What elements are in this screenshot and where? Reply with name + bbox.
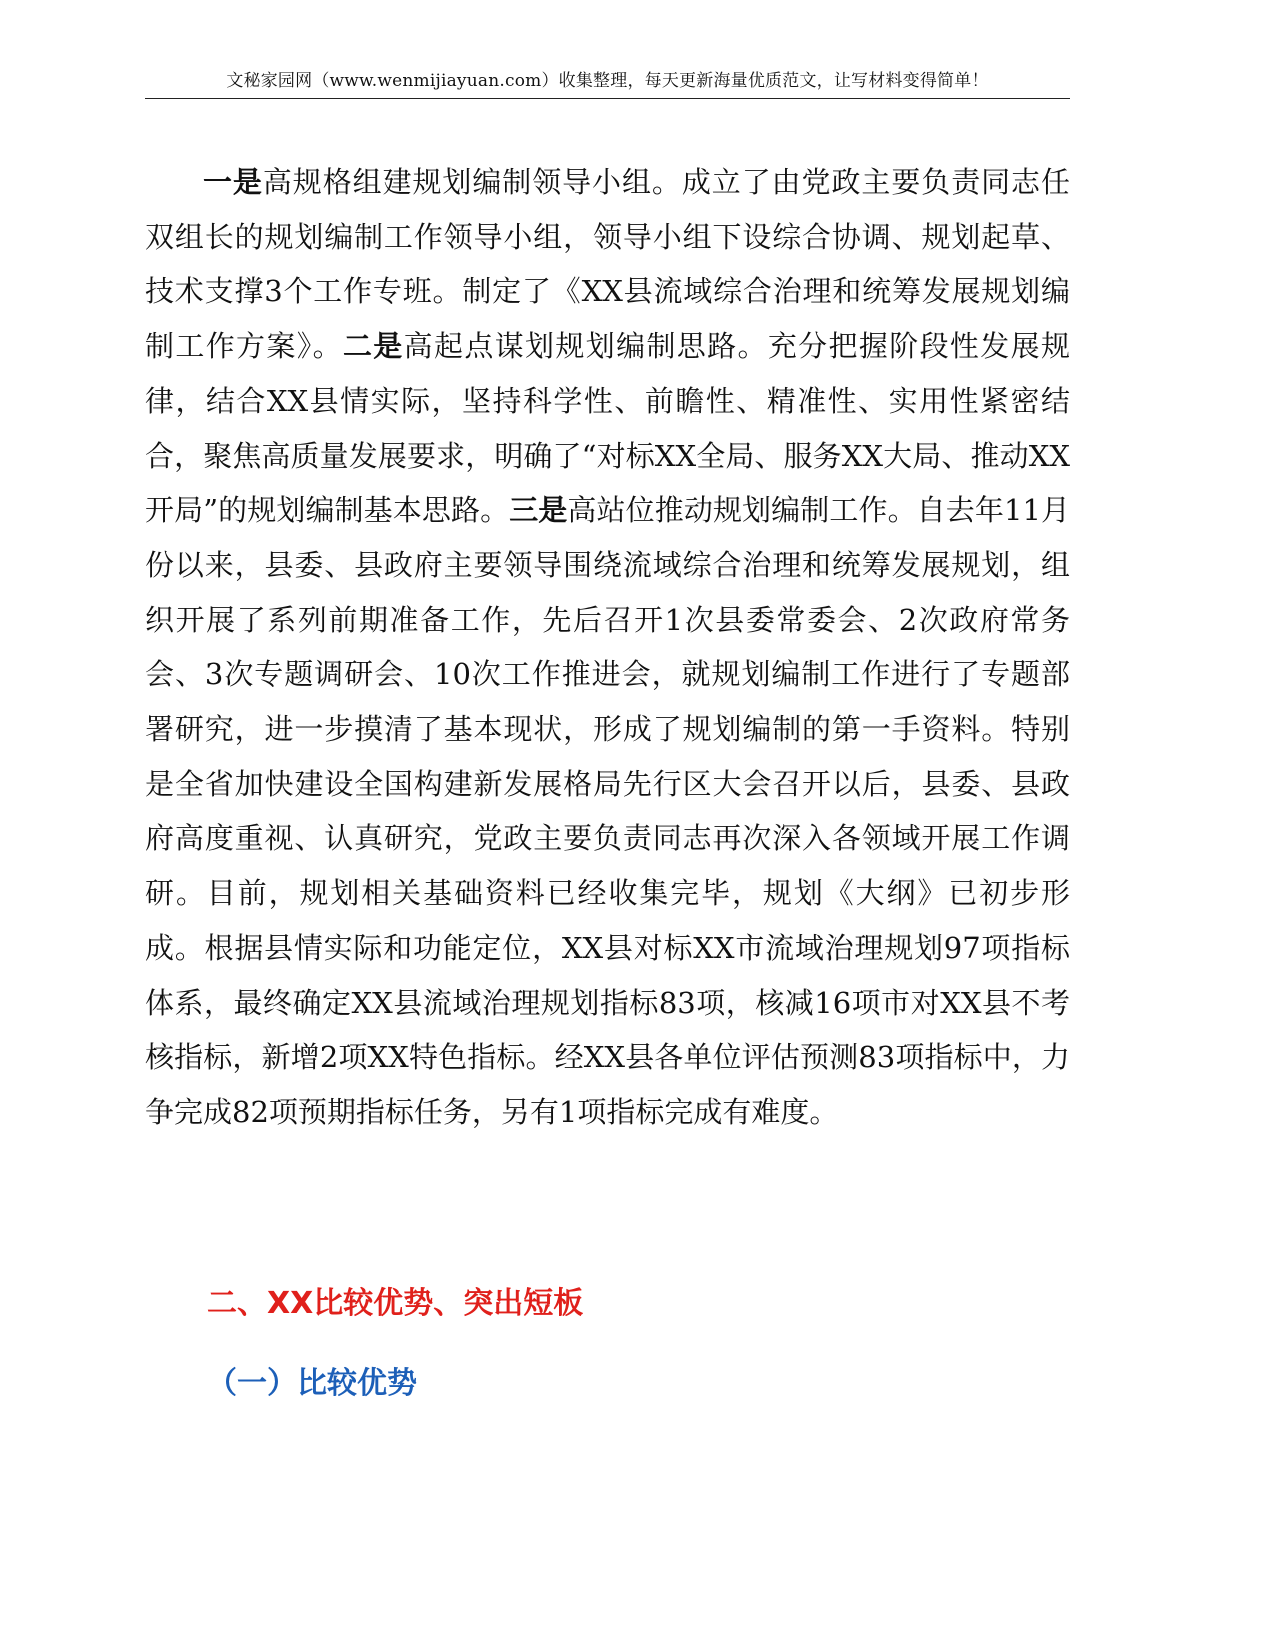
lead-label-2: 二是 — [342, 329, 404, 364]
paragraph-text-2: 高起点谋划规划编制思路。充分把握阶段性发展规律，结合XX县情实际，坚持科学性、前瞻性、精准性、实用性紧密结合，聚焦高质量发展要求，明确了“对标XX全局、服务XX大局、推动XX开局”的规划编制基本思路。 — [145, 329, 1070, 528]
section-subheading: （一）比较优势 — [207, 1366, 417, 1401]
paragraph-text-1: 高规格组建规划编制领导小组。成立了由党政主要负责同志任双组长的规划编制工作领导小组，领导小组下设综合协调、规划起草、技术支撑3个工作专班。制定了《XX县流域综合治理和统筹发展规划编制工作方案》。 — [145, 165, 1070, 364]
lead-label-1: 一是 — [203, 165, 263, 199]
page-header: 文秘家园网（www.wenmijiayuan.com）收集整理，每天更新海量优质范文，让写材料变得简单！ — [145, 64, 1070, 99]
paragraph-text-3: 高站位推动规划编制工作。自去年11月份以来，县委、县政府主要领导围绕流域综合治理和统筹发展规划，组织开展了系列前期准备工作，先后召开1次县委常委会、2次政府常务会、3次专题调研会、10次工作推进会，就规划编制工作进行了专题部署研究，进一步摸清了基本现状，形成了规划编制的第一手资料。特别是全省加快建设全国构建新发展格局先行区大会召开以后，县委、县政府高度重视、认真研究，党政主要负责同志再次深入各领域开展工作调研。目前，规划相关基础资料已经收集完毕，规划《大纲》已初步形成。根据县情实际和功能定位，XX县对标XX市流域治理规划97项指标体系，最终确定XX县流域治理规划指标83项，核减16项市对XX县不考核指标，新增2项XX特色指标。经XX县各单位评估预测83项指标中，力争完成82项预期指标任务，另有1项指标完成有难度。 — [145, 493, 1071, 1129]
section-heading: 二、XX比较优势、突出短板 — [207, 1286, 584, 1321]
body-paragraph — [145, 155, 1070, 1140]
lead-label-3: 三是 — [509, 493, 568, 528]
